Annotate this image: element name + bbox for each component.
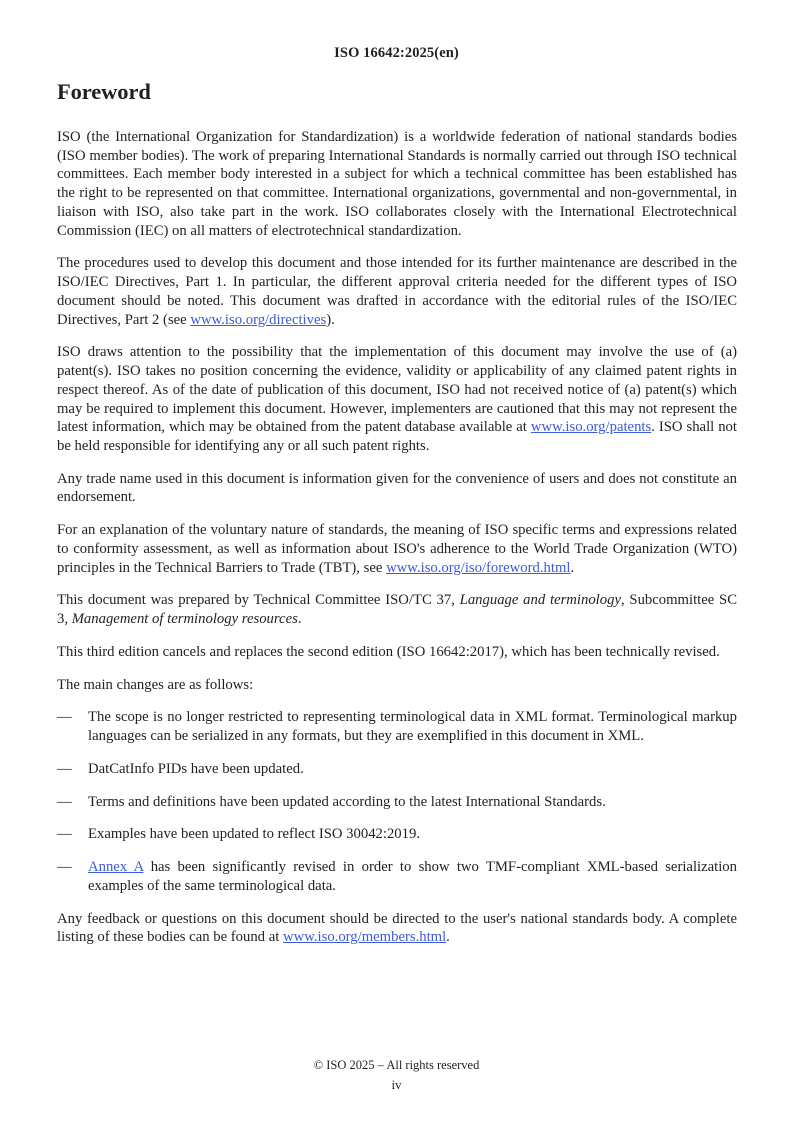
- committee-title-italic: Language and terminology: [459, 592, 621, 609]
- paragraph-iso-description: ISO (the International Organization for Standardization) is a worldwide federation of national standards bodies (ISO member bodies). The work of preparing International Standards is normally carried out through ISO technical committees. Each member body interested in a subject for which a technical committee has been established has the right to be represented on that committee. International organizations, governmental and non-governmental, in liaison with ISO, also take part in the work. ISO collaborates closely with the International Electrotechnical Commission (IEC) on all matters of electrotechnical standardization.: [57, 129, 737, 239]
- page-title: Foreword: [57, 79, 151, 104]
- paragraph-main-changes-intro: The main changes are as follows:: [57, 676, 254, 693]
- paragraph-committee-part1: This document was prepared by Technical Committee ISO/TC 37,: [57, 592, 460, 609]
- link-iso-directives[interactable]: www.iso.org/directives: [190, 311, 327, 328]
- paragraph-patents-text-after: . ISO shall not be held responsible for identifying any or all such patent rights.: [57, 419, 737, 455]
- running-header: ISO 16642:2025(en): [334, 45, 459, 61]
- bullet-dash-icon: —: [57, 826, 72, 843]
- list-item: [57, 793, 737, 812]
- list-item-text: Terms and definitions have been updated according to the latest International Standards.: [88, 793, 606, 810]
- list-item-text: has been significantly revised in order to show two TMF-compliant XML-based serialization examples of the same terminological data.: [88, 859, 737, 894]
- list-item: [57, 825, 737, 844]
- link-iso-patents[interactable]: www.iso.org/patents: [530, 419, 652, 436]
- paragraph-voluntary-text-before: For an explanation of the voluntary nature of standards, the meaning of ISO specific terms and expressions related to conformity assessment, as well as information about ISO's adherence to the World Trade Organization (WTO) principles in the Technical Barriers to Trade (TBT), see: [57, 522, 737, 576]
- change-list: [57, 708, 737, 895]
- paragraph-feedback: [57, 910, 737, 947]
- page-footer: [0, 1057, 793, 1094]
- paragraph-voluntary-text-after: .: [570, 559, 575, 576]
- list-item: [57, 760, 737, 779]
- list-item: [57, 708, 737, 745]
- list-item: [57, 858, 737, 895]
- link-iso-members[interactable]: www.iso.org/members.html: [282, 929, 447, 946]
- bullet-dash-icon: —: [57, 859, 72, 876]
- paragraph-committee: [57, 591, 737, 628]
- paragraph-procedures: [57, 254, 737, 329]
- paragraph-edition: This third edition cancels and replaces the second edition (ISO 16642:2017), which has been technically revised.: [57, 643, 720, 660]
- paragraph-committee-part2: , Subcommittee SC 3,: [57, 592, 738, 628]
- paragraph-procedures-text-before: The procedures used to develop this document and those intended for its further maintenance are described in the ISO/IEC Directives, Part 1. In particular, the different approval criteria needed for the different types of ISO document should be noted. This document was drafted in accordance with the editorial rules of the ISO/IEC Directives, Part 2 (see: [57, 255, 737, 328]
- link-iso-foreword[interactable]: www.iso.org/iso/foreword.html: [386, 559, 571, 576]
- paragraph-voluntary-nature: [57, 521, 737, 577]
- paragraph-feedback-text-after: .: [446, 929, 450, 946]
- bullet-dash-icon: —: [57, 709, 72, 726]
- document-content: [57, 78, 737, 947]
- paragraph-committee-part3: .: [297, 611, 302, 628]
- paragraph-trade-name: Any trade name used in this document is information given for the convenience of users and does not constitute an endorsement.: [57, 470, 737, 506]
- copyright-notice: © ISO 2025 – All rights reserved: [313, 1057, 480, 1072]
- page-number: iv: [391, 1077, 402, 1093]
- paragraph-feedback-text-before: Any feedback or questions on this document should be directed to the user's national standards body. A complete listing of these bodies can be found at: [57, 910, 737, 946]
- bullet-dash-icon: —: [57, 793, 72, 810]
- list-item-text: Examples have been updated to reflect ISO 30042:2019.: [88, 826, 421, 843]
- list-item-text: The scope is no longer restricted to representing terminological data in XML format. Terminological markup languages can be serialized in any formats, but they are exemplified in this document in XML.: [88, 709, 737, 745]
- paragraph-patents-text-before: ISO draws attention to the possibility that the implementation of this document may involve the use of (a) patent(s). ISO takes no position concerning the evidence, validity or applicability of any claimed patent rights in respect thereof. As of the date of publication of this document, ISO had not received notice of (a) patent(s) which may be required to implement this document. However, implementers are cautioned that this may not represent the latest information, which may be obtained from the patent database available at: [57, 344, 737, 436]
- paragraph-procedures-text-after: ).: [326, 311, 335, 328]
- subcommittee-title-italic: Management of terminology resources: [71, 611, 298, 628]
- link-annex-a[interactable]: Annex A: [88, 859, 144, 876]
- paragraph-patents: [57, 343, 737, 455]
- bullet-dash-icon: —: [57, 760, 72, 777]
- list-item-text: DatCatInfo PIDs have been updated.: [88, 760, 304, 777]
